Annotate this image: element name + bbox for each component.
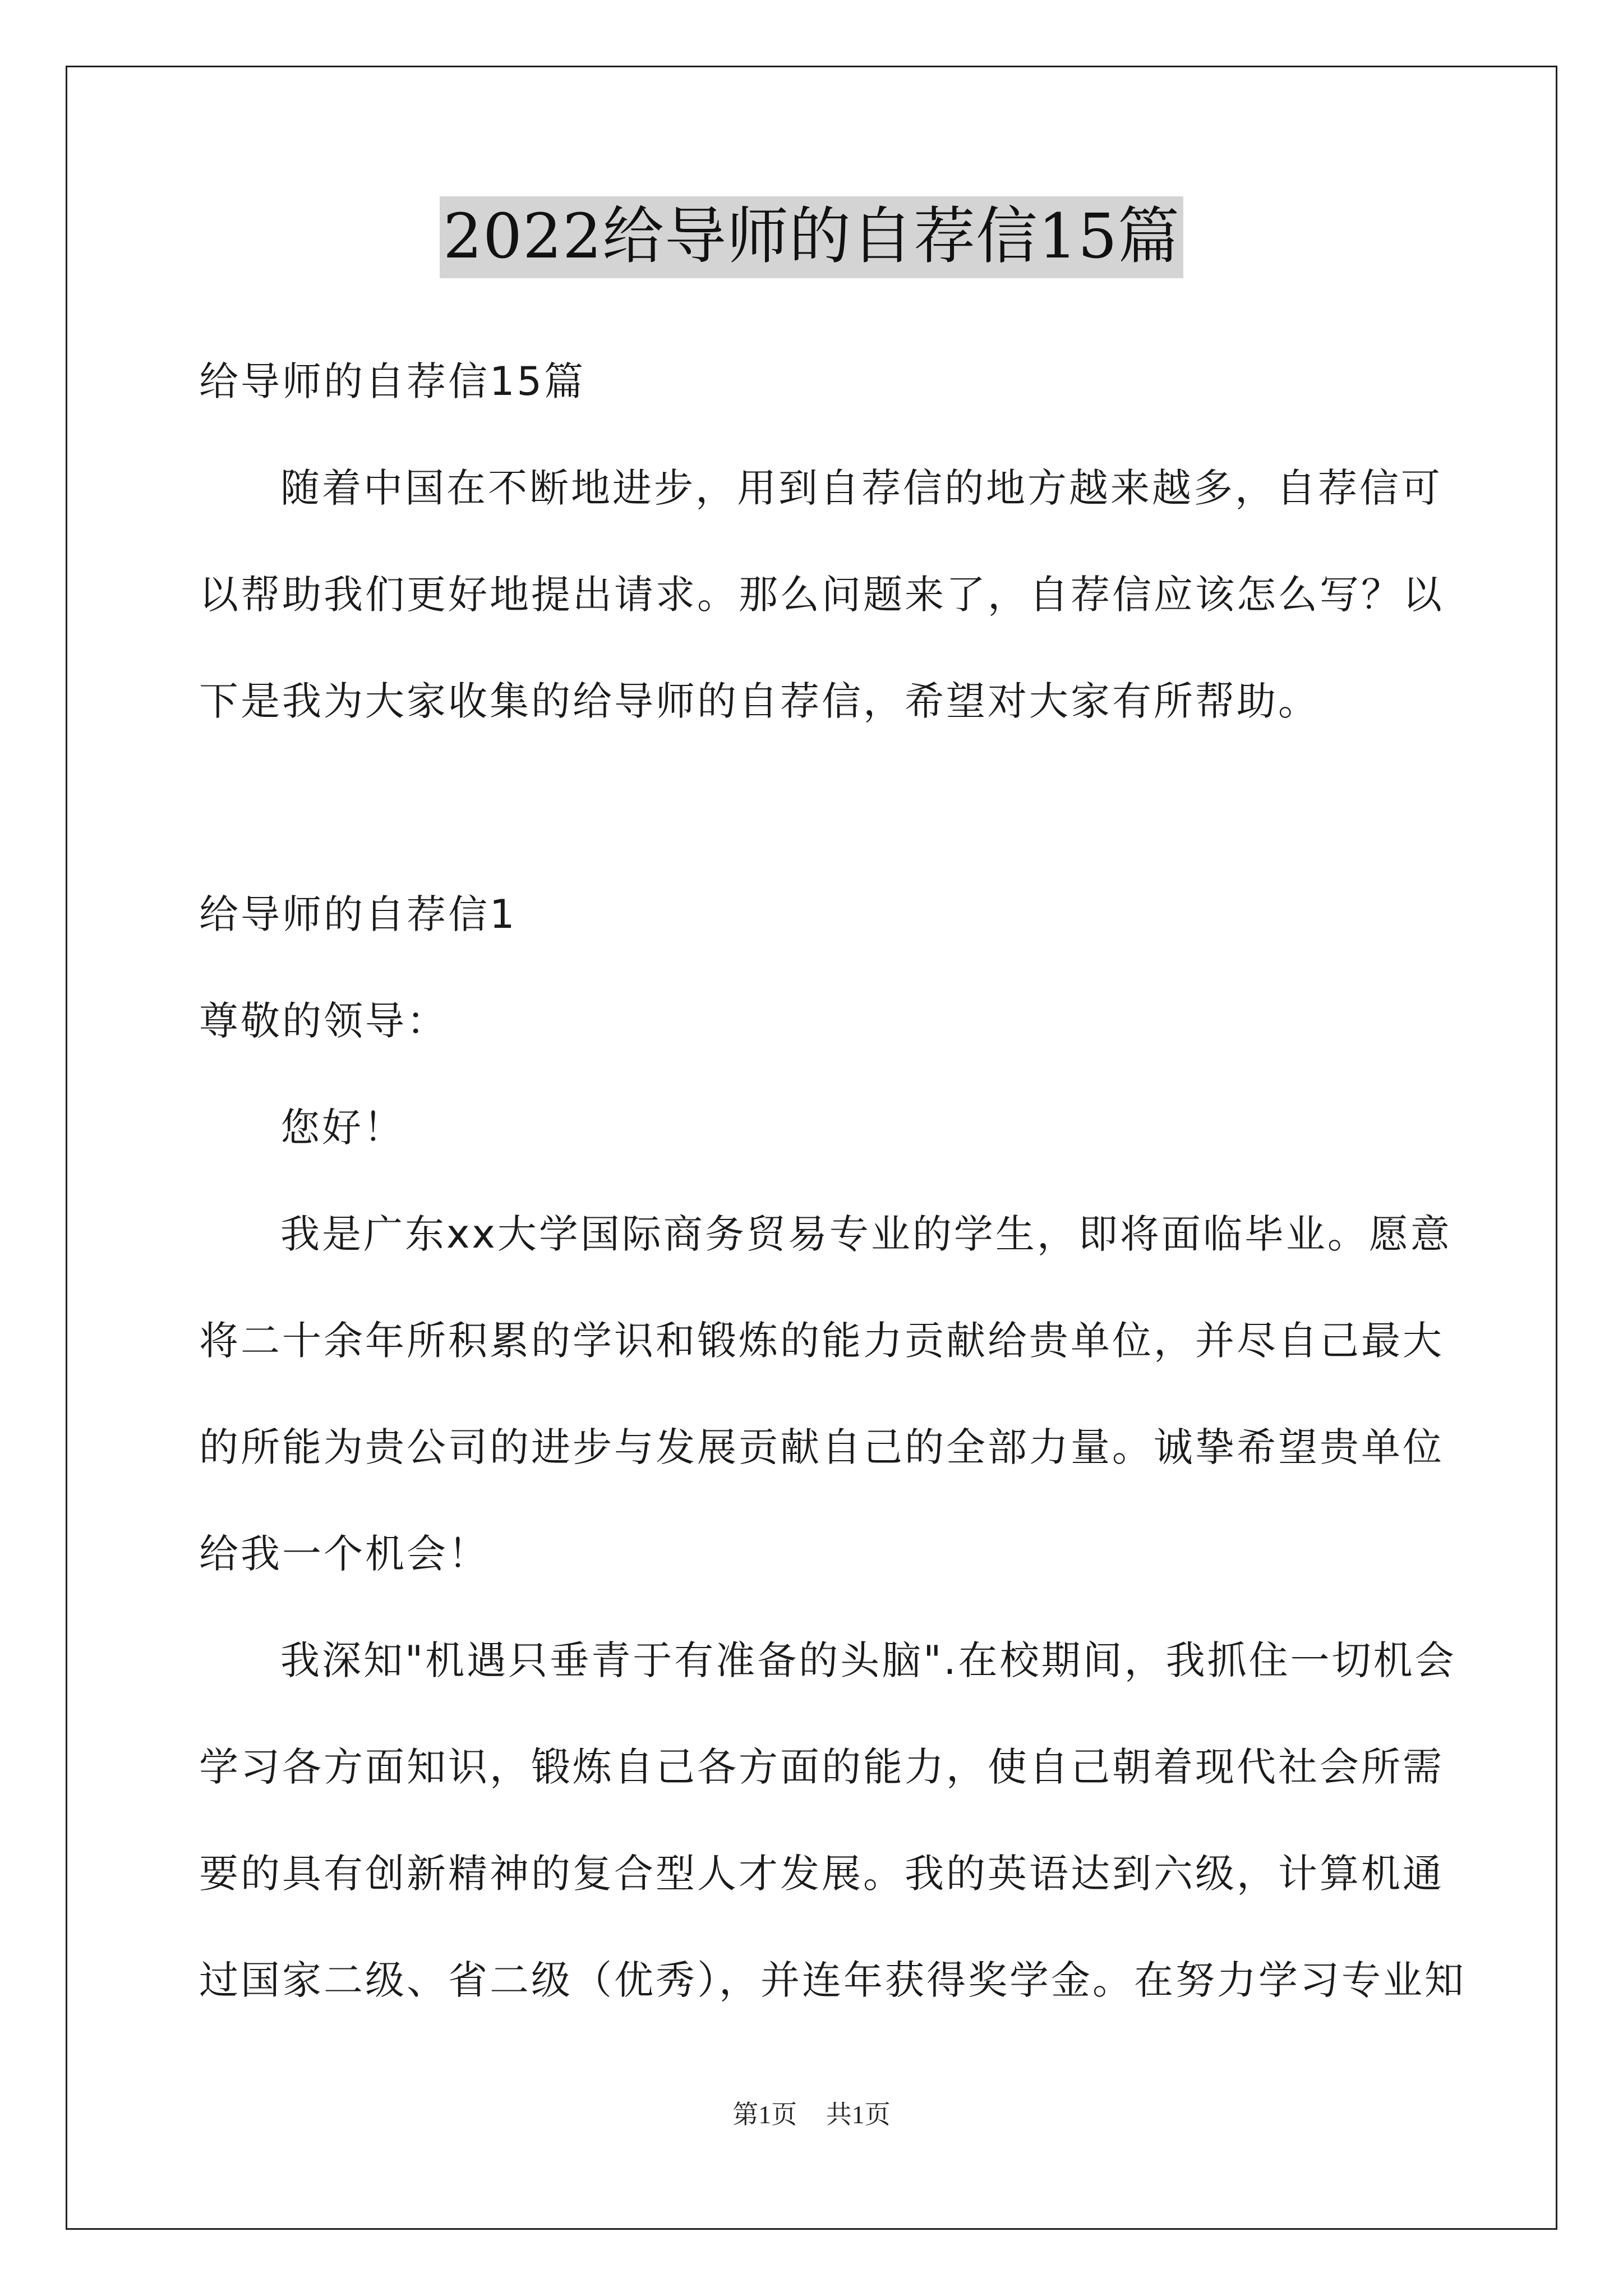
page-number: 第1页 <box>732 2100 797 2129</box>
subtitle-line: 给导师的自荐信15篇 <box>199 358 586 404</box>
paragraph-line: 随着中国在不断地进步，用到自荐信的地方越来越多，自荐信可 <box>280 465 1442 511</box>
paragraph-line: 以帮助我们更好地提出请求。那么问题来了，自荐信应该怎么写？以 <box>199 572 1444 618</box>
paragraph-line: 过国家二级、省二级（优秀），并连年获得奖学金。在努力学习专业知 <box>199 1957 1466 2003</box>
paragraph-line: 我是广东xx大学国际商务贸易专业的学生，即将面临毕业。愿意 <box>280 1211 1452 1257</box>
paragraph-line: 给我一个机会！ <box>199 1531 490 1577</box>
paragraph-line: 学习各方面知识，锻炼自己各方面的能力，使自己朝着现代社会所需 <box>199 1744 1444 1790</box>
title-wrapper <box>0 196 1623 278</box>
page-total: 共1页 <box>826 2100 891 2129</box>
paragraph-line: 要的具有创新精神的复合型人才发展。我的英语达到六级，计算机通 <box>199 1851 1444 1897</box>
paragraph-line: 我深知"机遇只垂青于有准备的头脑".在校期间，我抓住一切机会 <box>280 1637 1456 1683</box>
paragraph-line: 将二十余年所积累的学识和锻炼的能力贡献给贵单位，并尽自己最大 <box>199 1318 1444 1364</box>
section-heading: 给导师的自荐信1 <box>199 891 517 937</box>
greeting-line: 您好！ <box>280 1105 405 1151</box>
document-title: 2022给导师的自荐信15篇 <box>440 196 1183 278</box>
paragraph-line: 的所能为贵公司的进步与发展贡献自己的全部力量。诚挚希望贵单位 <box>199 1424 1444 1470</box>
paragraph-line: 下是我为大家收集的给导师的自荐信，希望对大家有所帮助。 <box>199 678 1320 724</box>
page-footer <box>0 2098 1623 2132</box>
salutation-line: 尊敬的领导： <box>199 998 448 1044</box>
